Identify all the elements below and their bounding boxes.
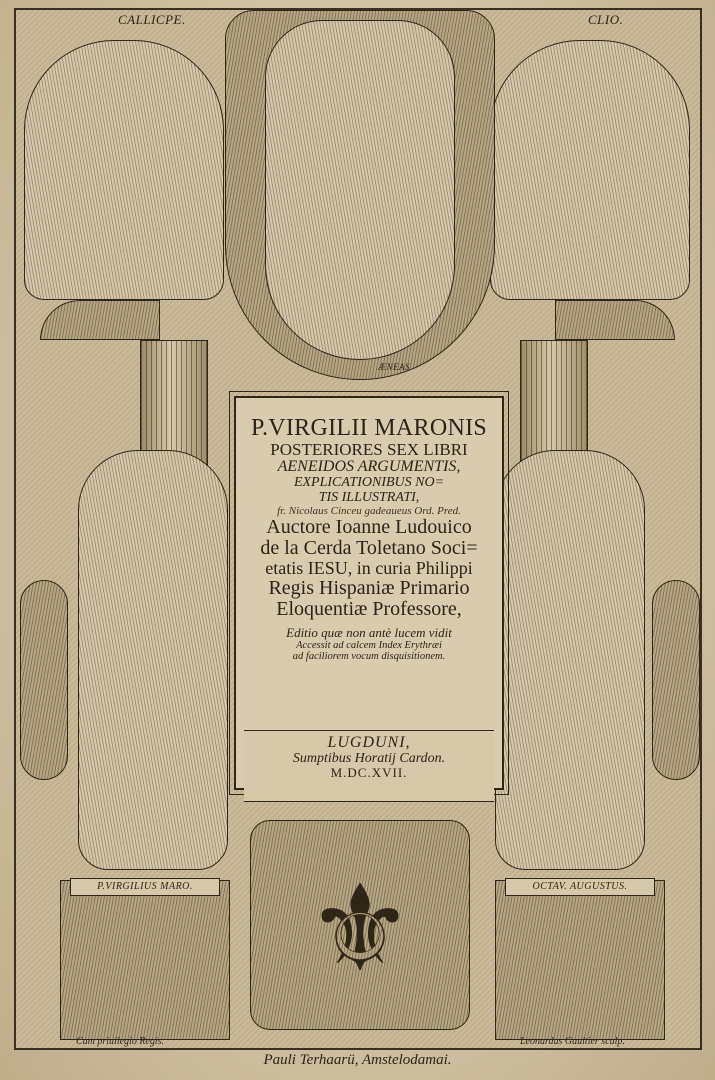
title-line-4: EXPLICATIONIBUS NO= xyxy=(293,474,445,490)
virgil-figure xyxy=(78,450,228,870)
title-line-3: AENEIDOS ARGUMENTIS, xyxy=(277,458,461,476)
edition-note: Editio quæ non antè lucem vidit xyxy=(286,625,452,641)
handwritten-note: fr. Nicolaus Cinceu gadeaueus Ord. Pred. xyxy=(277,505,461,518)
pedestal-right xyxy=(495,880,665,1040)
author-line-3: etatis IESU, in curia Philippi xyxy=(265,558,473,579)
arch-right xyxy=(555,300,675,340)
accession-line-2: ad faciliorem vocum disquisitionem. xyxy=(292,650,446,662)
muse-label-left: CALLICPE. xyxy=(118,12,186,27)
arch-left xyxy=(40,300,160,340)
pedestal-left xyxy=(60,880,230,1040)
ownership-signature: Pauli Terhaarü, Amstelodamai. xyxy=(263,1052,452,1068)
imprint-place: LUGDUNI, xyxy=(327,734,411,751)
author-line-1: Auctore Ioanne Ludouico xyxy=(266,516,472,539)
augustus-figure xyxy=(495,450,645,870)
author-line-2: de la Cerda Toletano Soci= xyxy=(260,537,478,560)
title-line-5: TIS ILLUSTRATI, xyxy=(318,489,420,505)
engraver-credit: Leonardus Gaultier sculp. xyxy=(520,1036,625,1047)
vignette-caption: ÆNEAS xyxy=(378,362,411,372)
accession-line-1: Accessit ad calcem Index Erythræi xyxy=(296,639,442,651)
muse-label-right: CLIO. xyxy=(588,12,624,27)
imprint-cartouche xyxy=(244,730,494,802)
pedestal-label-right: OCTAV. AUGUSTUS. xyxy=(505,878,655,896)
pedestal-label-left: P.VIRGILIUS MARO. xyxy=(70,878,220,896)
aeneas-figure-group xyxy=(265,20,455,360)
title-line-1: P.VIRGILII MARONIS xyxy=(250,415,488,441)
muse-figure-right xyxy=(490,40,690,300)
fleur-de-lis-icon: ⚜ xyxy=(306,863,414,996)
privilege-credit: Cum priuilegio Regis. xyxy=(76,1036,165,1047)
fruit-garland-right xyxy=(652,580,700,780)
imprint-publisher: Sumptibus Horatij Cardon. xyxy=(292,750,446,766)
imprint-year: M.DC.XVII. xyxy=(330,765,408,781)
fruit-garland-left xyxy=(20,580,68,780)
title-line-2: POSTERIORES SEX LIBRI xyxy=(270,440,468,460)
author-line-4: Regis Hispaniæ Primario xyxy=(268,577,470,600)
muse-figure-left xyxy=(24,40,224,300)
author-line-5: Eloquentiæ Professore, xyxy=(276,598,462,621)
